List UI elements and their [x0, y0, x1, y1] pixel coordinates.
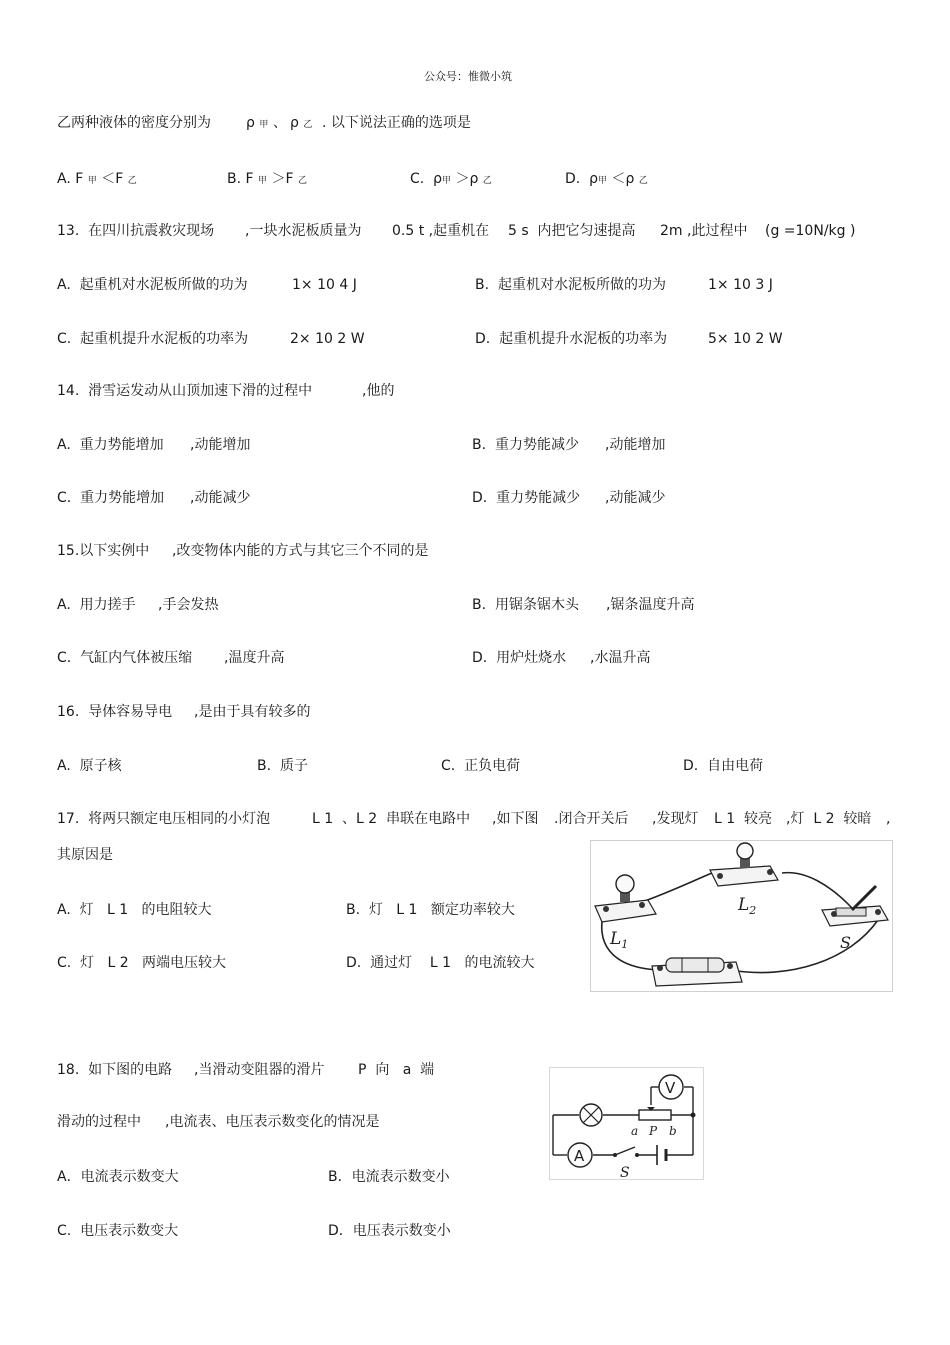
- q18-option-d: D．电压表示数变小: [328, 1223, 451, 1239]
- q17-circuit-figure: [590, 840, 893, 992]
- q14-stem-1: 14. 滑雪运发动从山顶加速下滑的过程中: [57, 383, 313, 399]
- q15-option-d-1: D. 用炉灶烧水: [472, 650, 567, 666]
- q17-stem-9: 其原因是: [57, 847, 113, 863]
- q17-stem-3: ,如下图: [492, 811, 539, 827]
- ammeter-label: A: [574, 1147, 585, 1165]
- label-l1: $L_1$: [610, 929, 629, 951]
- q14-option-c-1: C. 重力势能增加: [57, 490, 165, 506]
- q15-option-b-1: B. 用锯条锯木头: [472, 597, 579, 613]
- q14-option-c-2: ,动能减少: [190, 490, 251, 506]
- q14-option-d-1: D. 重力势能减少: [472, 490, 581, 506]
- label-l2: $L_2$: [738, 895, 757, 917]
- q13-option-c-value: 2× 10 2 W: [290, 331, 365, 347]
- q12-sep: 、: [273, 115, 287, 131]
- q13-stem-4: 5 s 内把它匀速提高: [508, 223, 636, 239]
- q18-stem-5: ,电流表、电压表示数变化的情况是: [165, 1114, 380, 1130]
- q18-option-b: B．电流表示数变小: [328, 1169, 450, 1185]
- q17-stem-2: L 1 、L 2 串联在电路中: [312, 811, 471, 827]
- junction-dot: [691, 1113, 696, 1118]
- label-a: a: [631, 1124, 639, 1138]
- q16-option-a: A. 原子核: [57, 758, 122, 774]
- q17-stem-1: 17. 将两只额定电压相同的小灯泡: [57, 811, 271, 827]
- q15-stem-1: 15.以下实例中: [57, 543, 150, 559]
- q13-option-a-text: A. 起重机对水泥板所做的功为: [57, 277, 248, 293]
- q18-stem-4: 滑动的过程中: [57, 1114, 141, 1130]
- q15-option-d-2: ,水温升高: [590, 650, 651, 666]
- q14-option-b-1: B. 重力势能减少: [472, 437, 579, 453]
- label-switch: S: [840, 933, 851, 952]
- q13-option-d-value: 5× 10 2 W: [708, 331, 783, 347]
- q14-option-a-1: A. 重力势能增加: [57, 437, 164, 453]
- q16-stem-2: ,是由于具有较多的: [194, 704, 311, 720]
- q13-option-d-text: D. 起重机提升水泥板的功率为: [475, 331, 668, 347]
- page-header: 公众号：惟微小筑: [424, 70, 512, 83]
- q12-stem-a: 乙两种液体的密度分别为: [57, 115, 211, 131]
- q16-option-c: C. 正负电荷: [441, 758, 521, 774]
- q12-stem-b: . 以下说法正确的选项是: [322, 115, 471, 131]
- q13-option-c-text: C. 起重机提升水泥板的功率为: [57, 331, 249, 347]
- voltmeter-label: V: [665, 1079, 676, 1097]
- q15-option-c-1: C. 气缸内气体被压缩: [57, 650, 193, 666]
- label-b: b: [669, 1124, 677, 1138]
- q12-option-d: D. ρ甲 ＜ρ 乙: [565, 171, 648, 187]
- q17-option-a: A. 灯 L 1 的电阻较大: [57, 902, 212, 918]
- ammeter-symbol: [568, 1143, 592, 1167]
- q15-stem-2: ,改变物体内能的方式与其它三个不同的是: [172, 543, 429, 559]
- q17-option-c: C. 灯 L 2 两端电压较大: [57, 955, 226, 971]
- q17-stem-8: ,: [886, 811, 891, 827]
- q12-rho-a: ρ 甲: [246, 115, 269, 131]
- q15-option-a-2: ,手会发热: [158, 597, 219, 613]
- q17-stem-7: ,灯 L 2 较暗: [786, 811, 872, 827]
- q17-stem-6: L 1 较亮: [714, 811, 773, 827]
- q18-stem-3: P 向 a 端: [358, 1062, 435, 1078]
- q13-stem-2: ,一块水泥板质量为: [245, 223, 362, 239]
- q12-option-a: A. F 甲 ＜F 乙: [57, 171, 137, 187]
- q16-option-d: D. 自由电荷: [683, 758, 764, 774]
- q18-stem-2: ,当滑动变阻器的滑片: [194, 1062, 325, 1078]
- q12-option-c: C. ρ甲 ＞ρ 乙: [410, 171, 492, 187]
- q14-option-b-2: ,动能增加: [605, 437, 666, 453]
- q13-option-a-value: 1× 10 4 J: [292, 277, 357, 293]
- q18-option-c: C. 电压表示数变大: [57, 1223, 179, 1239]
- q14-stem-2: ,他的: [362, 383, 395, 399]
- q13-stem-6: (g =10N/kg ): [765, 223, 856, 239]
- q17-stem-4: .闭合开关后: [554, 811, 629, 827]
- q13-stem-3: 0.5 t ,起重机在: [392, 223, 490, 239]
- q17-option-d: D. 通过灯 L 1 的电流较大: [346, 955, 535, 971]
- q13-stem-1: 13. 在四川抗震救灾现场: [57, 223, 215, 239]
- q16-option-b: B. 质子: [257, 758, 308, 774]
- q13-stem-5: 2m ,此过程中: [660, 223, 748, 239]
- q15-option-b-2: ,锯条温度升高: [606, 597, 695, 613]
- q17-option-b: B. 灯 L 1 额定功率较大: [346, 902, 515, 918]
- q17-stem-5: ,发现灯: [652, 811, 699, 827]
- label-p: P: [649, 1124, 658, 1138]
- q18-stem-1: 18. 如下图的电路: [57, 1062, 173, 1078]
- q15-option-c-2: ,温度升高: [224, 650, 285, 666]
- q14-option-a-2: ,动能增加: [190, 437, 251, 453]
- q18-option-a: A．电流表示数变大: [57, 1169, 179, 1185]
- q16-stem-1: 16. 导体容易导电: [57, 704, 173, 720]
- q12-rho-b: ρ 乙: [290, 115, 313, 131]
- lamp-symbol: [580, 1104, 602, 1126]
- q14-option-d-2: ,动能减少: [605, 490, 666, 506]
- voltmeter-symbol: [659, 1075, 683, 1099]
- label-switch: S: [620, 1165, 630, 1181]
- q13-option-b-text: B. 起重机对水泥板所做的功为: [475, 277, 666, 293]
- q12-option-b: B. F 甲 ＞F 乙: [227, 171, 308, 187]
- q18-circuit-figure: [549, 1067, 705, 1181]
- q15-option-a-1: A. 用力搓手: [57, 597, 136, 613]
- q13-option-b-value: 1× 10 3 J: [708, 277, 773, 293]
